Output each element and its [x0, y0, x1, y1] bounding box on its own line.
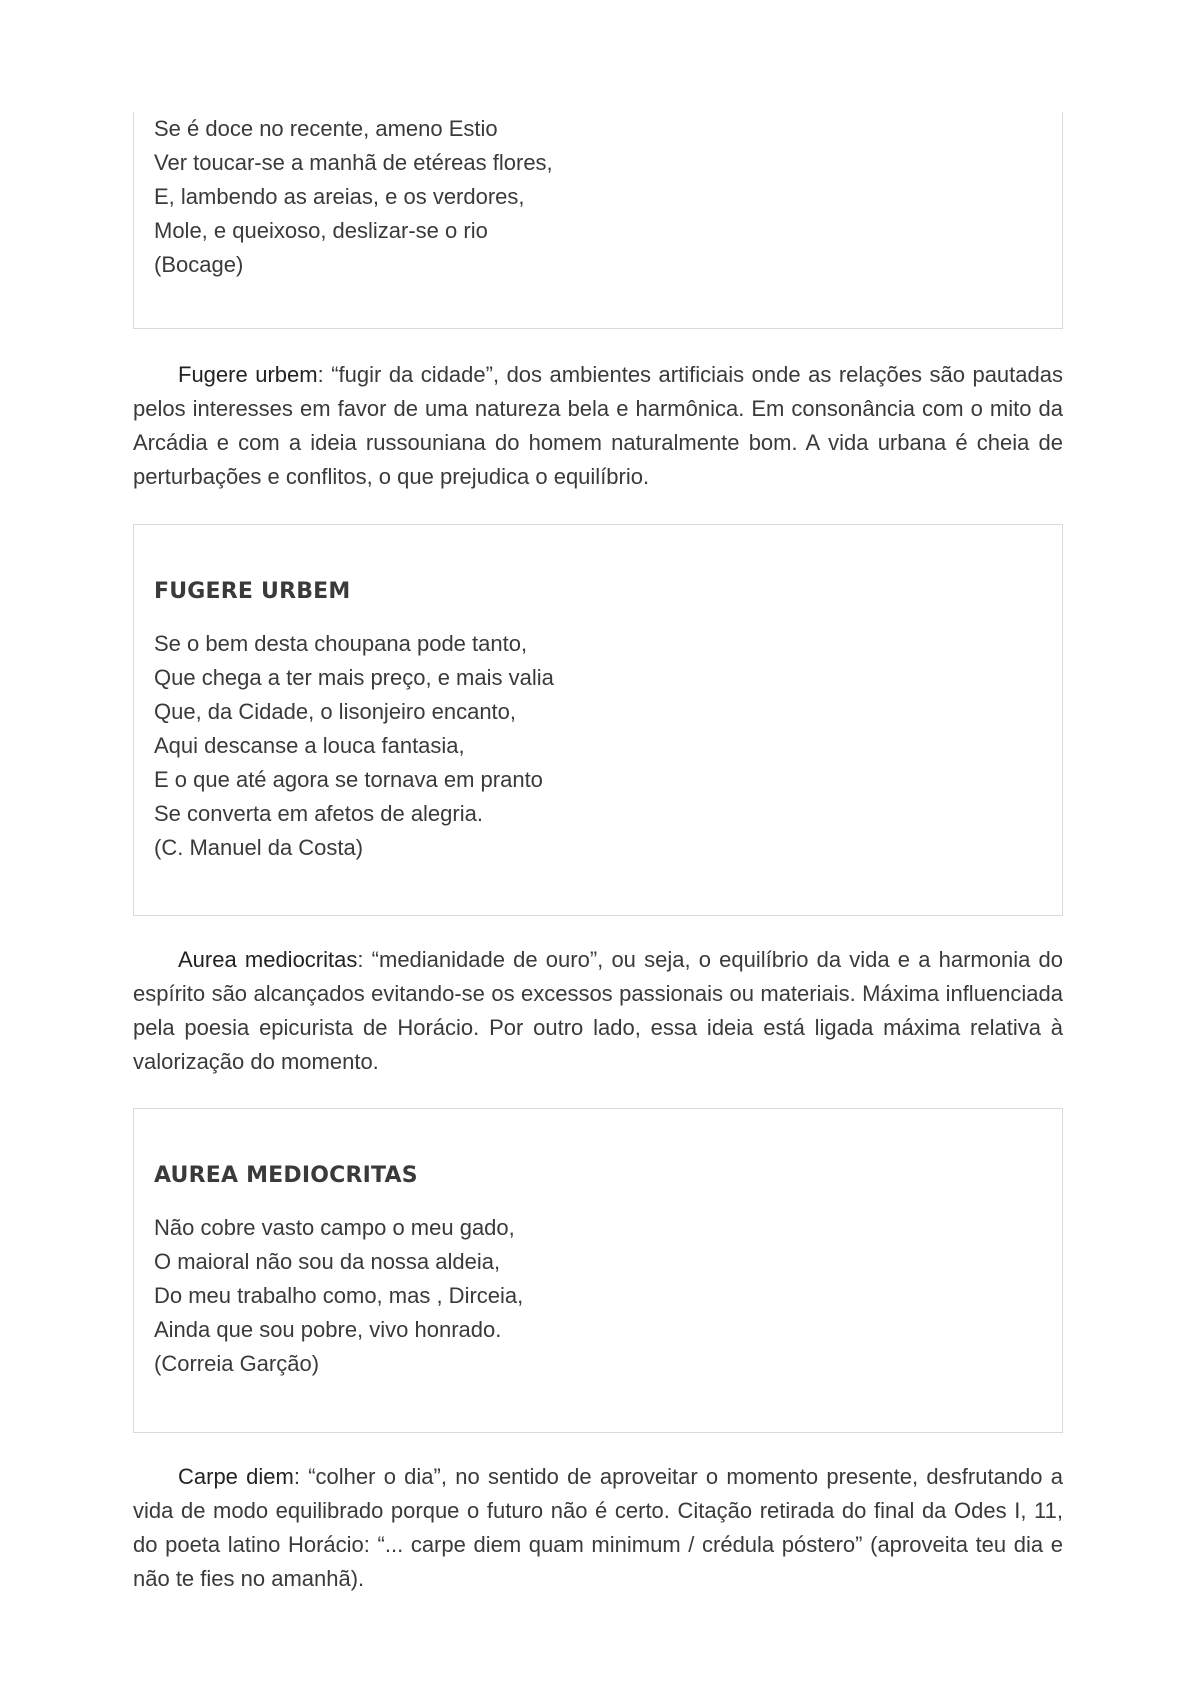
aurea-mediocritas-title: AUREA MEDIOCRITAS	[154, 1163, 418, 1188]
poem-line: Ainda que sou pobre, vivo honrado.	[154, 1317, 502, 1342]
poem-line: Se o bem desta choupana pode tanto,	[154, 631, 528, 656]
poem-line: Aqui descanse a louca fantasia,	[154, 733, 465, 758]
carpe-diem-definition: : “colher o dia”, no sentido de aproveitar o momento presente, desfrutando a vida de modo equilibrado porque o futuro não é certo. Citação retirada do final da Odes I, 11, do poeta latino Horácio: “... carpe diem quam minimum / crédula póstero” (aproveita teu dia e não te fies no amanhã).	[133, 1464, 1063, 1591]
aurea-mediocritas-box	[133, 1108, 1063, 1433]
fugere-urbem-definition: : “fugir da cidade”, dos ambientes artificiais onde as relações são pautadas pelos interesses em favor de uma natureza bela e harmônica. Em consonância com o mito da Arcádia e com a ideia russouniana do homem naturalmente bom. A vida urbana é cheia de perturbações e conflitos, o que prejudica o equilíbrio.	[133, 362, 1063, 489]
poem-line: Se é doce no recente, ameno Estio	[154, 116, 498, 141]
poem-line: Do meu trabalho como, mas , Dirceia,	[154, 1283, 524, 1308]
poem-line: E, lambendo as areias, e os verdores,	[154, 184, 525, 209]
fugere-urbem-box-content	[154, 577, 1042, 865]
poem-line: O maioral não sou da nossa aldeia,	[154, 1249, 501, 1274]
poem-author: (Bocage)	[154, 252, 244, 277]
poem-line: E o que até agora se tornava em pranto	[154, 767, 543, 792]
poem-line: Que chega a ter mais preço, e mais valia	[154, 665, 554, 690]
carpe-diem-term: Carpe diem	[178, 1464, 294, 1489]
carpe-diem-paragraph	[133, 1460, 1063, 1596]
poem-line: Que, da Cidade, o lisonjeiro encanto,	[154, 699, 517, 724]
poem-line: Não cobre vasto campo o meu gado,	[154, 1215, 515, 1240]
bocage-poem-box	[133, 112, 1063, 329]
poem-author: (Correia Garção)	[154, 1351, 320, 1376]
fugere-urbem-title: FUGERE URBEM	[154, 579, 351, 604]
fugere-urbem-paragraph	[133, 358, 1063, 494]
aurea-mediocritas-paragraph	[133, 943, 1063, 1079]
aurea-mediocritas-definition: : “medianidade de ouro”, ou seja, o equilíbrio da vida e a harmonia do espírito são alcançados evitando-se os excessos passionais ou materiais. Máxima influenciada pela poesia epicurista de Horácio. Por outro lado, essa ideia está ligada máxima relativa à valorização do momento.	[133, 947, 1063, 1074]
fugere-urbem-term: Fugere urbem	[178, 362, 318, 387]
aurea-mediocritas-box-content	[154, 1161, 1042, 1381]
aurea-mediocritas-term: Aurea mediocritas	[178, 947, 358, 972]
poem-author: (C. Manuel da Costa)	[154, 835, 364, 860]
poem-line: Mole, e queixoso, deslizar-se o rio	[154, 218, 488, 243]
fugere-urbem-box	[133, 524, 1063, 916]
bocage-poem-lines	[154, 112, 1042, 282]
poem-line: Se converta em afetos de alegria.	[154, 801, 483, 826]
poem-line: Ver toucar-se a manhã de etéreas flores,	[154, 150, 553, 175]
